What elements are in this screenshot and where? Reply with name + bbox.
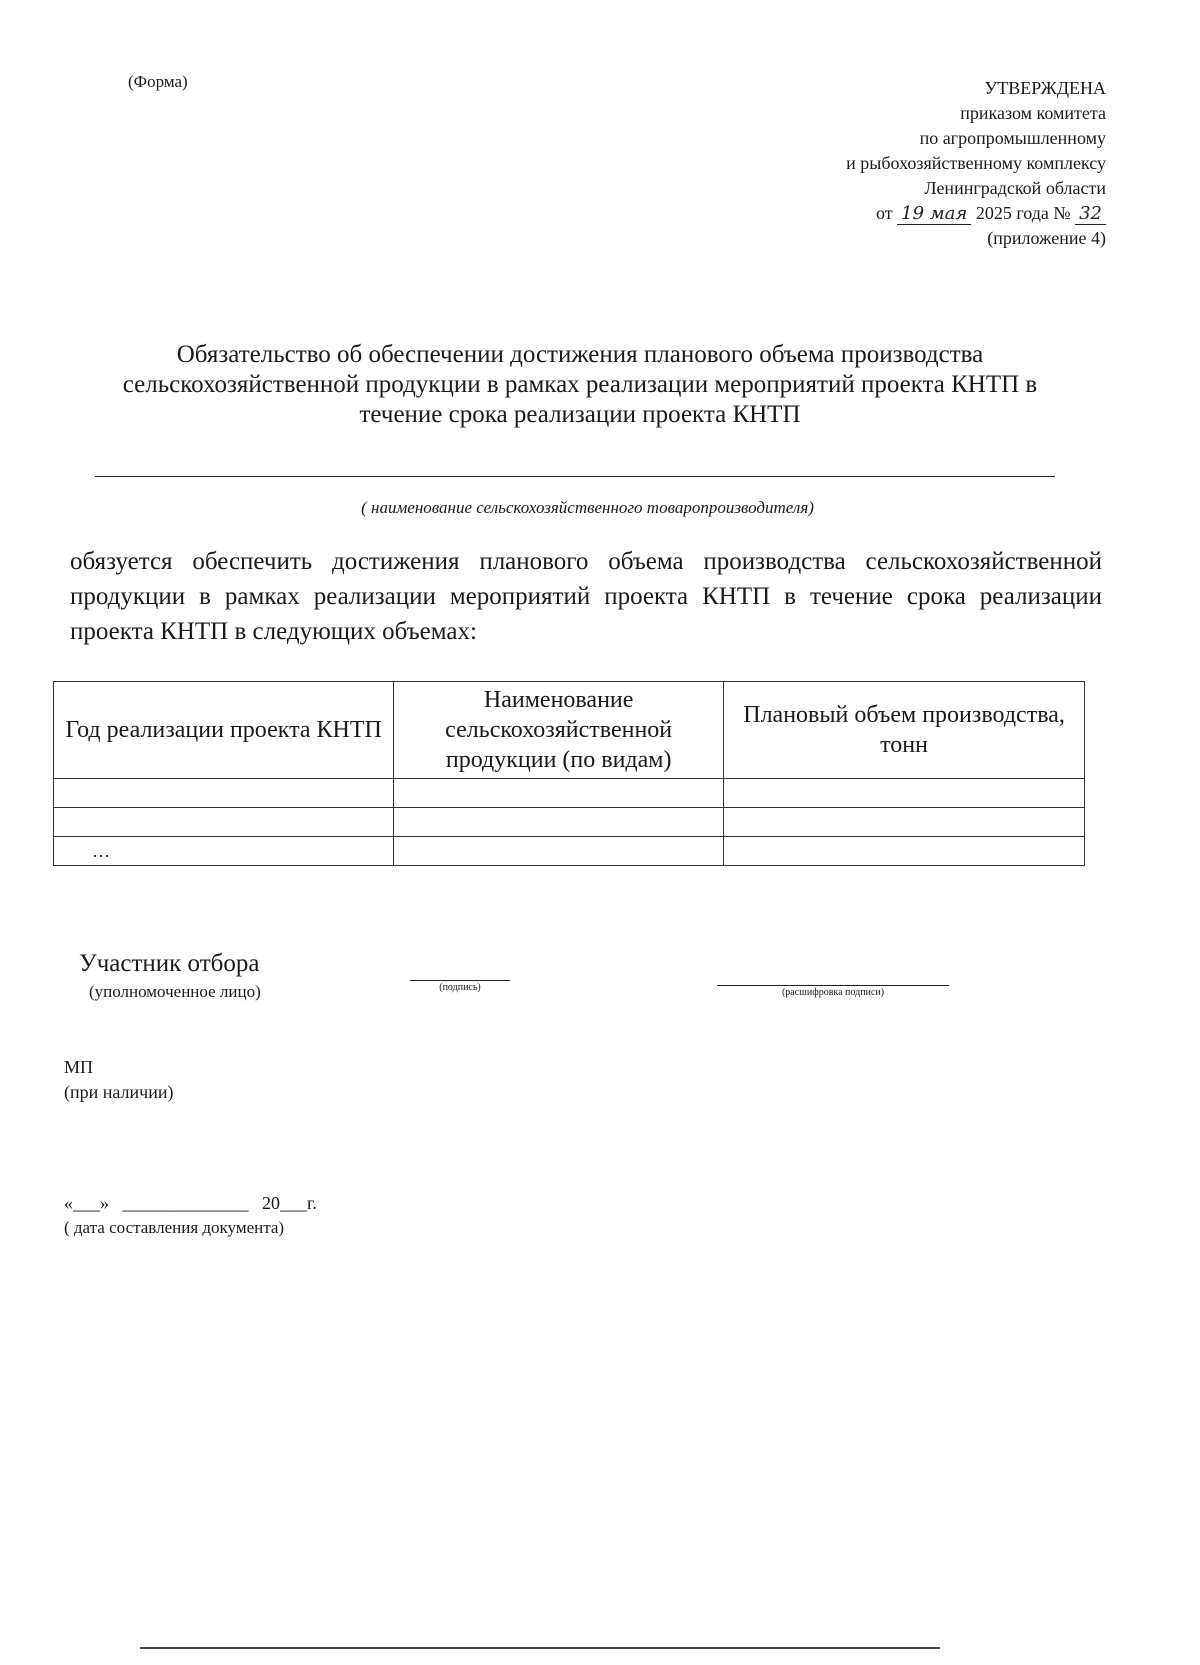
approval-line-1: приказом комитета	[960, 103, 1106, 123]
table-row	[54, 808, 1085, 837]
table-cell[interactable]	[724, 808, 1085, 837]
signature-caption: (подпись)	[439, 982, 481, 993]
year-text: 2025 года №	[975, 203, 1071, 223]
table-cell[interactable]	[54, 808, 394, 837]
table-cell[interactable]	[394, 837, 724, 866]
table-cell[interactable]	[394, 808, 724, 837]
approval-line-3: и рыбохозяйственному комплексу	[846, 153, 1106, 173]
approval-line-4: Ленинградской области	[924, 178, 1106, 198]
column-header-volume: Плановый объем производства, тонн	[724, 682, 1085, 779]
volumes-table	[53, 681, 1085, 866]
table-header-row	[54, 682, 1085, 779]
producer-name-caption: ( наименование сельскохозяйственного товаропроизводителя)	[361, 498, 814, 517]
column-header-year: Год реализации проекта КНТП	[54, 682, 394, 779]
form-label: (Форма)	[128, 72, 188, 91]
approval-date-line	[686, 201, 1106, 226]
table-cell[interactable]	[724, 779, 1085, 808]
signature-decode-line[interactable]	[717, 985, 949, 986]
participant-sub-label: (уполномоченное лицо)	[89, 982, 261, 1001]
date-line[interactable]: «___» ______________ 20___г.	[64, 1193, 317, 1213]
stamp-block	[64, 1055, 173, 1105]
table-cell[interactable]	[54, 779, 394, 808]
approval-stamp	[686, 76, 1106, 251]
document-title: Обязательство об обеспечении достижения планового объема производства сельскохозяйственной продукции в рамках реализации мероприятий проекта КНТП в течение срока реализации проекта КНТП	[122, 341, 1038, 428]
bottom-divider	[140, 1647, 940, 1649]
signature-decode-caption: (расшифровка подписи)	[781, 987, 885, 998]
date-caption: ( дата составления документа)	[64, 1218, 285, 1237]
stamp-label: МП	[64, 1057, 94, 1077]
table-cell[interactable]: …	[54, 837, 394, 866]
participant-label: Участник отбора	[79, 950, 260, 977]
table-row	[54, 779, 1085, 808]
signature-line[interactable]	[410, 980, 510, 981]
approval-title: УТВЕРЖДЕНА	[984, 78, 1106, 98]
stamp-note: (при наличии)	[64, 1082, 174, 1102]
producer-name-line[interactable]	[95, 476, 1055, 477]
handwritten-date: 19 мая	[897, 203, 971, 225]
column-header-product: Наименование сельскохозяйственной продукции (по видам)	[394, 682, 724, 779]
date-prefix: от	[876, 203, 893, 223]
handwritten-number: 32	[1075, 203, 1106, 225]
table-cell[interactable]	[394, 779, 724, 808]
table-cell[interactable]	[724, 837, 1085, 866]
table-row	[54, 837, 1085, 866]
approval-line-2: по агропромышленному	[919, 128, 1106, 148]
approval-appendix: (приложение 4)	[987, 228, 1106, 248]
obligation-text: обязуется обеспечить достижения планового объема производства сельскохозяйственной продукции в рамках реализации мероприятий проекта КНТП в течение срока реализации проекта КНТП в следующих объемах:	[70, 548, 1102, 645]
